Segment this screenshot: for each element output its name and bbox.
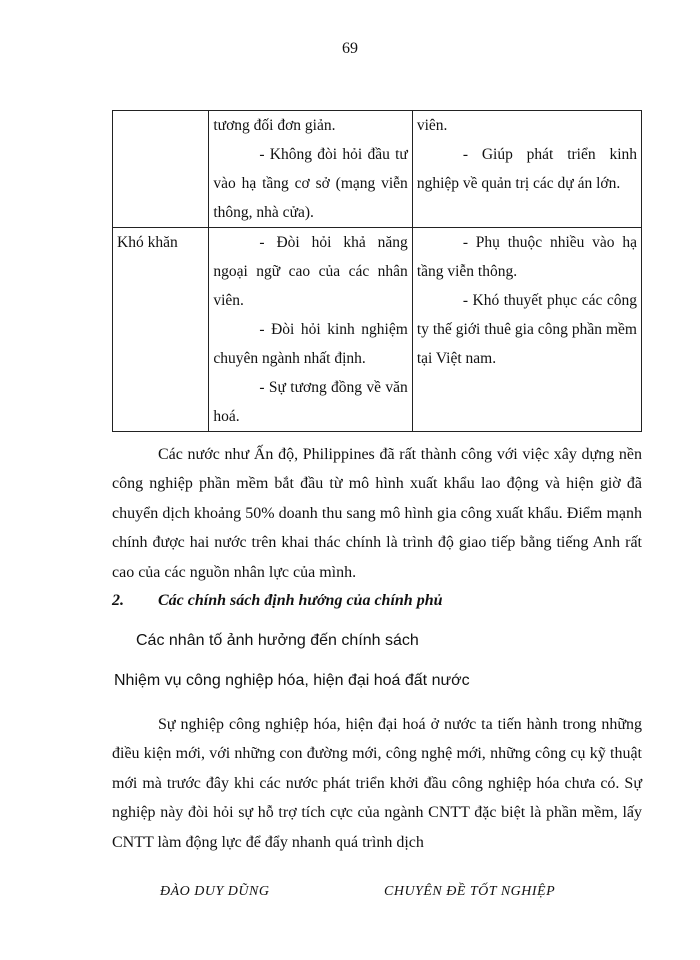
body-paragraph: Sự nghiệp công nghiệp hóa, hiện đại hoá ở nước ta tiến hành trong những điều kiện mới, với những con đường mới, công nghệ mới, những công cụ kỹ thuật mới mà trước đây khi các nước phát triển khởi đầu công nghiệp hóa chưa có. Sự nghiệp này đòi hỏi sự hỗ trợ tích cực của ngành CNTT đặc biệt là phần mềm, lấy CNTT làm động lực để đẩy nhanh quá trình dịch <box>112 716 642 851</box>
row-label: Khó khăn <box>113 228 209 432</box>
section-heading <box>112 592 642 610</box>
cell-text: - Khó thuyết phục các công ty thế giới thuê gia công phần mềm tại Việt nam. <box>416 292 637 367</box>
table-cell <box>412 111 641 228</box>
cell-text: - Giúp phát triển kinh nghiệp về quản trị các dự án lớn. <box>416 146 637 192</box>
body-paragraph: Các nước như Ấn độ, Philippines đã rất thành công với việc xây dựng nền công nghiệp phần mềm bắt đầu từ mô hình xuất khẩu lao động và hiện giờ đã chuyển dịch khoảng 50% doanh thu sang mô hình gia công xuất khẩu. Điểm mạnh chính được hai nước trên khai thác chính là trình độ giao tiếp bằng tiếng Anh rất cao của các nguồn nhân lực của mình. <box>112 446 642 581</box>
cell-text: - Phụ thuộc nhiều vào hạ tầng viễn thông. <box>416 234 637 280</box>
table-cell <box>412 228 641 432</box>
table-cell <box>209 228 412 432</box>
comparison-table <box>112 110 642 432</box>
cell-text: - Đòi hỏi khả năng ngoại ngữ cao của các nhân viên. <box>213 234 408 309</box>
footer-author: ĐÀO DUY DŨNG <box>160 884 270 899</box>
cell-text: - Sự tương đồng về văn hoá. <box>213 379 408 425</box>
page-number: 69 <box>342 40 358 57</box>
footer-title: CHUYÊN ĐỀ TỐT NGHIỆP <box>384 884 556 899</box>
section-title: Các chính sách định hướng của chính phủ <box>158 592 443 609</box>
cell-text: - Không đòi hỏi đầu tư vào hạ tầng cơ sở (mạng viễn thông, nhà cửa). <box>213 146 408 221</box>
cell-text: viên. <box>416 117 448 134</box>
subheading: Nhiệm vụ công nghiệp hóa, hiện đại hoá đất nước <box>114 672 470 689</box>
table-row <box>113 228 642 432</box>
row-label <box>113 111 209 228</box>
table-cell <box>209 111 412 228</box>
cell-text: - Đòi hỏi kinh nghiệm chuyên ngành nhất định. <box>213 321 408 367</box>
subheading: Các nhân tố ảnh hưởng đến chính sách <box>136 632 419 649</box>
cell-text: tương đối đơn giản. <box>213 117 336 134</box>
table-row <box>113 111 642 228</box>
section-number: 2. <box>112 592 124 609</box>
